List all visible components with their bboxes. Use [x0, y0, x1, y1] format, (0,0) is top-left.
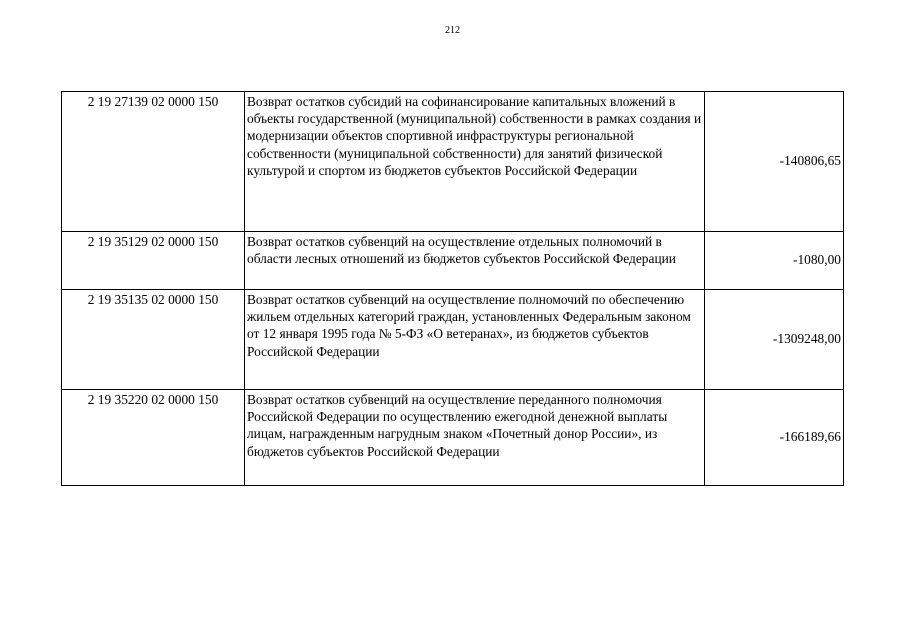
income-name-cell: Возврат остатков субвенций на осуществление отдельных полномочий в области лесных отношений из бюджетов субъектов Российской Федерации: [245, 232, 705, 290]
amount-cell: -1080,00: [705, 232, 844, 290]
amount-cell: -1309248,00: [705, 290, 844, 390]
budget-code-cell: 2 19 35220 02 0000 150: [62, 390, 245, 486]
income-name-cell: Возврат остатков субвенций на осуществление полномочий по обеспечению жильем отдельных категорий граждан, установленных Федеральным законом от 12 января 1995 года № 5-ФЗ «О ветеранах», из бюджетов субъектов Российской Федерации: [245, 290, 705, 390]
table-row: [62, 390, 844, 486]
income-name-cell: Возврат остатков субсидий на софинансирование капитальных вложений в объекты государственной (муниципальной) собственности в рамках создания и модернизации объектов спортивной инфраструктуры региональной собственности (муниципальной собственности) для занятий физической культурой и спортом из бюджетов субъектов Российской Федерации: [245, 92, 705, 232]
budget-code-cell: 2 19 27139 02 0000 150: [62, 92, 245, 232]
table-row: [62, 290, 844, 390]
budget-code-cell: 2 19 35135 02 0000 150: [62, 290, 245, 390]
table-row: [62, 92, 844, 232]
budget-code-cell: 2 19 35129 02 0000 150: [62, 232, 245, 290]
budget-return-table: [61, 91, 844, 486]
income-name-cell: Возврат остатков субвенций на осуществление переданного полномочия Российской Федерации по осуществлению ежегодной денежной выплаты лицам, награжденным нагрудным знаком «Почетный донор России», из бюджетов субъектов Российской Федерации: [245, 390, 705, 486]
page-number: 212: [445, 25, 460, 36]
table-row: [62, 232, 844, 290]
amount-cell: -140806,65: [705, 92, 844, 232]
amount-cell: -166189,66: [705, 390, 844, 486]
